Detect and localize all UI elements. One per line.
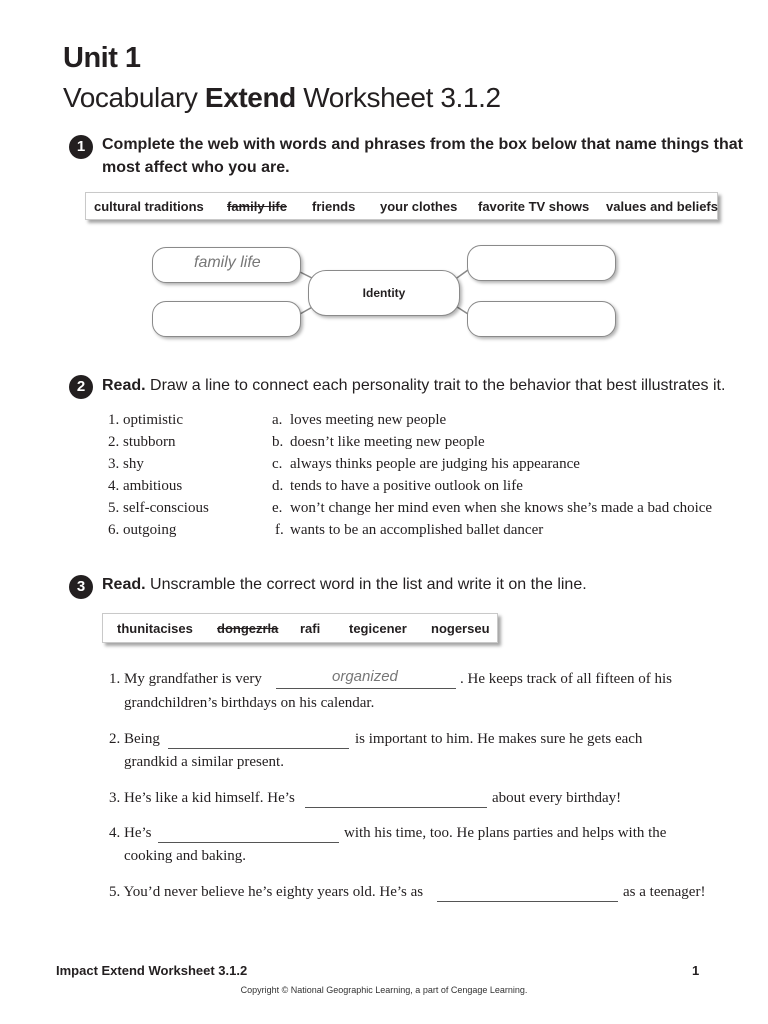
title-prefix: Vocabulary: [63, 82, 205, 113]
question-1-blank[interactable]: [276, 688, 456, 689]
question-5-text: 5. You’d never believe he’s eighty years old. He’s as: [109, 884, 424, 900]
section-1-number: 1: [69, 135, 93, 159]
trait-item: 4. ambitious: [108, 478, 183, 494]
question-2-text: 2. Being: [109, 731, 160, 747]
question-4-line-2: cooking and baking.: [124, 848, 247, 864]
question-3-text: 3. He’s like a kid himself. He’s: [109, 790, 295, 806]
unit-title: Unit 1: [63, 42, 141, 74]
word-box-item-used: family life: [227, 198, 287, 214]
question-2-text-cont: is important to him. He makes sure he gets each: [355, 731, 643, 747]
behavior-item: wants to be an accomplished ballet dancer: [290, 522, 544, 538]
question-4-text-cont: with his time, too. He plans parties and helps with the: [344, 825, 667, 841]
footer-page-number: 1: [692, 963, 700, 978]
section-2-label: Read.: [102, 377, 146, 394]
section-3-label: Read.: [102, 576, 146, 593]
question-4-text: 4. He’s: [109, 825, 152, 841]
behavior-letter: c.: [272, 456, 283, 472]
question-2-blank[interactable]: [168, 748, 349, 749]
title-bold: Extend: [204, 82, 296, 113]
question-3-blank[interactable]: [305, 807, 487, 808]
question-4-blank[interactable]: [158, 842, 339, 843]
scrambled-word: tegicener: [349, 620, 407, 636]
word-box-item: cultural traditions: [94, 198, 204, 214]
section-2-number: 2: [69, 375, 93, 399]
behavior-letter: f.: [275, 522, 284, 538]
question-2-line-2: grandkid a similar present.: [124, 754, 284, 770]
trait-item: 5. self-conscious: [108, 500, 209, 516]
copyright-notice: Copyright © National Geographic Learning, a part of Cengage Learning.: [240, 985, 528, 995]
section-2-instruction-text: Draw a line to connect each personality trait to the behavior that best illustrates it.: [145, 377, 726, 394]
section-3-instruction: [102, 573, 587, 596]
behavior-item: loves meeting new people: [290, 412, 447, 428]
behavior-item: always thinks people are judging his appearance: [290, 456, 580, 472]
section-1-instruction-line-1: Complete the web with words and phrases from the box below that name things that: [102, 136, 743, 153]
behavior-item: doesn’t like meeting new people: [290, 434, 485, 450]
question-1-answer: organized: [332, 668, 398, 685]
trait-item: 2. stubborn: [108, 434, 176, 450]
question-5-blank[interactable]: [437, 901, 618, 902]
scrambled-word: rafi: [300, 620, 321, 636]
web-answer-box[interactable]: [152, 301, 301, 337]
word-box-item: friends: [312, 198, 356, 214]
question-1-line-2: grandchildren’s birthdays on his calendar.: [124, 695, 375, 711]
behavior-letter: d.: [272, 478, 284, 494]
web-answer-box[interactable]: [467, 245, 616, 281]
section-3-number: 3: [69, 575, 93, 599]
trait-item: 1. optimistic: [108, 412, 183, 428]
question-3-text-cont: about every birthday!: [492, 790, 622, 806]
section-2-instruction: [102, 374, 725, 397]
section-1-instruction-line-2: most affect who you are.: [102, 159, 290, 176]
word-box-item: favorite TV shows: [478, 198, 590, 214]
section-3-word-box: [102, 613, 498, 643]
question-1-text: 1. My grandfather is very: [109, 671, 262, 687]
behavior-item: tends to have a positive outlook on life: [290, 478, 523, 494]
question-1-text-cont: . He keeps track of all fifteen of his: [460, 671, 672, 687]
web-answer-box[interactable]: [467, 301, 616, 337]
behavior-letter: a.: [272, 412, 283, 428]
scrambled-word: thunitacises: [117, 620, 193, 636]
web-center-identity: Identity: [308, 270, 460, 316]
word-box-item: your clothes: [380, 198, 458, 214]
trait-item: 3. shy: [108, 456, 144, 472]
word-box-item: values and beliefs: [606, 198, 718, 214]
web-answer-text: family life: [194, 254, 261, 271]
behavior-letter: b.: [272, 434, 284, 450]
title-suffix: Worksheet 3.1.2: [295, 82, 501, 113]
question-5-text-cont: as a teenager!: [623, 884, 706, 900]
behavior-item: won’t change her mind even when she knows she’s made a bad choice: [290, 500, 713, 516]
section-3-instruction-text: Unscramble the correct word in the list and write it on the line.: [145, 576, 587, 593]
trait-item: 6. outgoing: [108, 522, 177, 538]
footer-worksheet-name: Impact Extend Worksheet 3.1.2: [56, 963, 248, 978]
behavior-letter: e.: [272, 500, 283, 516]
scrambled-word-used: dongezrla: [217, 620, 279, 636]
scrambled-word: nogerseu: [431, 620, 490, 636]
